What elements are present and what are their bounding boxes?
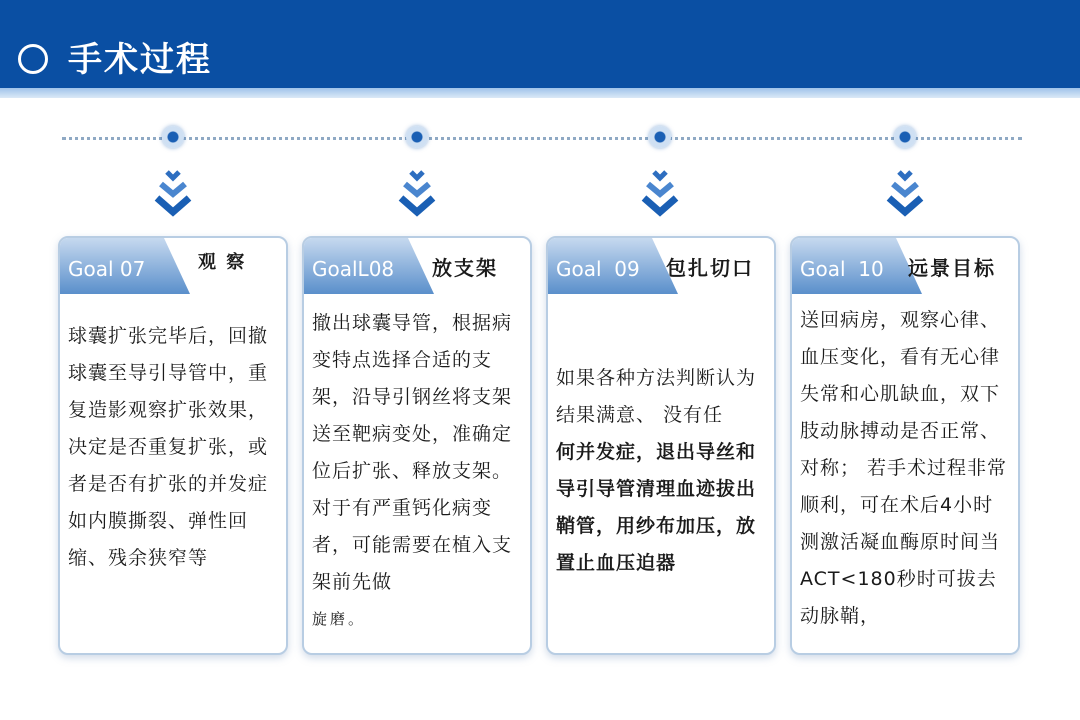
- card-text-end: 旋磨。: [312, 610, 367, 628]
- timeline-node: [894, 126, 916, 148]
- card-body: [68, 318, 280, 577]
- page-title: 手术过程: [68, 40, 212, 80]
- card-text: 撤出球囊导管，根据病变特点选择合适的支架，沿导引钢丝将支架送至靶病变处，准确定位后扩张、释放支架。对于有严重钙化病变者，可能需要在植入支架前先做: [312, 312, 513, 593]
- circle-icon: [18, 44, 48, 74]
- timeline-line: [62, 137, 1022, 140]
- timeline-node: [406, 126, 428, 148]
- card-title: 包扎切口: [666, 256, 754, 280]
- card-text: 如果各种方法判断认为结果满意、 没有任: [556, 367, 757, 426]
- card-title: 放支架: [432, 256, 498, 280]
- step-card-bandage: [546, 236, 776, 655]
- step-card-outlook: [790, 236, 1020, 655]
- card-text: 送回病房，观察心律、血压变化，看有无心律失常和心肌缺血，双下肢动脉搏动是否正常、对称； 若手术过程非常顺利，可在术后4小时测激活凝血酶原时间当ACT<180秒时可拔去动脉鞘，: [800, 309, 1008, 627]
- goal-label: Goal 07: [68, 257, 146, 281]
- goal-label: Goal 09: [556, 257, 640, 281]
- card-text: 球囊扩张完毕后，回撤球囊至导引导管中，重复造影观察扩张效果，决定是否重复扩张，或者是否有扩张的并发症如内膜撕裂、弹性回缩、残余狭窄等: [68, 325, 269, 569]
- timeline-node: [649, 126, 671, 148]
- card-title: 远景目标: [908, 256, 996, 280]
- timeline-node: [162, 126, 184, 148]
- goal-label: GoalL08: [312, 257, 395, 281]
- card-title: 观 察: [198, 252, 247, 273]
- goal-label: Goal 10: [800, 257, 884, 281]
- header-stripe: [0, 88, 1080, 98]
- step-card-stent: [302, 236, 532, 655]
- chevron-down-icon: [153, 168, 193, 220]
- chevron-down-icon: [885, 168, 925, 220]
- chevron-down-icon: [640, 168, 680, 220]
- chevron-down-icon: [397, 168, 437, 220]
- card-body: [312, 305, 524, 638]
- card-body: [800, 302, 1012, 635]
- card-body: [556, 360, 768, 582]
- card-text-bold: 何并发症，退出导丝和导引导管清理血迹拔出鞘管，用纱布加压，放置止血压迫器: [556, 441, 757, 574]
- step-card-observe: [58, 236, 288, 655]
